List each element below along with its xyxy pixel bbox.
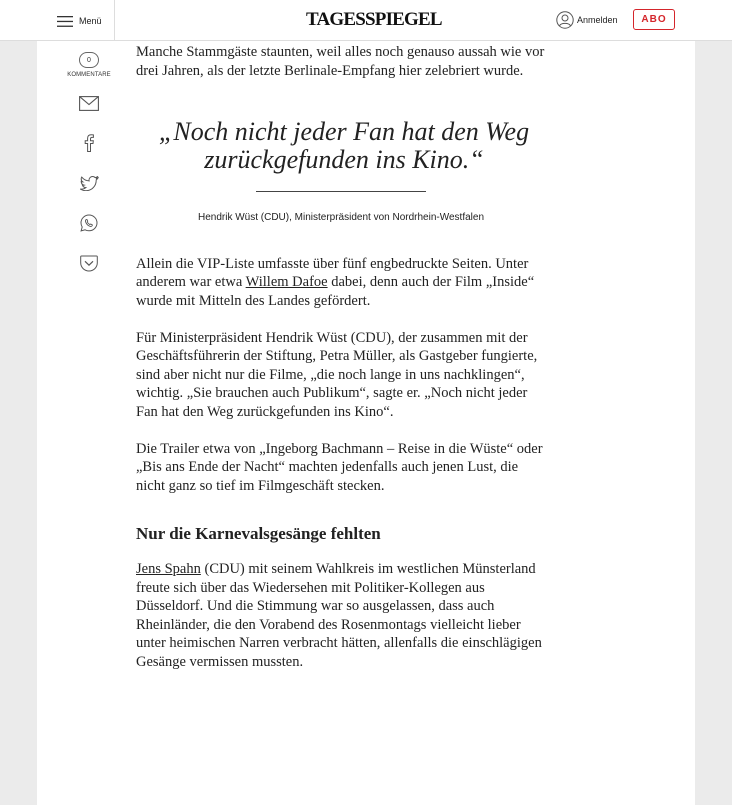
divider [114, 0, 115, 40]
willem-dafoe-link[interactable]: Willem Dafoe [245, 274, 328, 290]
whatsapp-share-icon[interactable] [78, 212, 100, 234]
email-share-icon[interactable] [78, 92, 100, 114]
paragraph-text: Allein die VIP-Liste umfasste über fünf engbedruckte Seiten. Unter anderem war etwa [136, 255, 529, 290]
top-bar [0, 0, 732, 41]
abo-button[interactable]: ABO [633, 9, 675, 30]
share-bar [66, 52, 112, 274]
hamburger-icon [57, 16, 73, 27]
article-body [136, 43, 546, 671]
comment-count: 0 [79, 52, 99, 68]
quote-text: „Noch nicht jeder Fan hat den Weg zurückgefunden ins Kino.“ [158, 117, 530, 174]
quote-source: Hendrik Wüst (CDU), Ministerpräsident von Nordrhein-Westfalen [197, 212, 485, 223]
facebook-share-icon[interactable] [78, 132, 100, 154]
paragraph: Für Ministerpräsident Hendrik Wüst (CDU), der zusammen mit der Geschäftsführerin der Stiftung, Petra Müller, als Gastgeber fungierte, sind aber nicht nur die Filme, „die noch lange in uns nachklingen“, wichtig. „Sie brauchen auch Publikum“, sagte er. „Noch nicht jeder Fan hat den Weg zurückgefunden ins Kino“. [136, 329, 538, 420]
quote-divider [256, 191, 426, 192]
paragraph [136, 560, 546, 671]
tagesspiegel-logo[interactable]: TAGESSPIEGEL [306, 9, 442, 30]
jens-spahn-link[interactable]: Jens Spahn [136, 561, 201, 577]
menu-button[interactable] [57, 13, 102, 29]
user-icon [556, 11, 574, 29]
twitter-share-icon[interactable] [78, 172, 100, 194]
pull-quote [136, 118, 546, 228]
login-label: Anmelden [577, 15, 618, 25]
paragraph-text: (CDU) mit seinem Wahlkreis im westlichen Münsterland freute sich über das Wiedersehen mit Politiker-Kollegen aus Düsseldorf. Und die Stimmung war so ausgelassen, dass auch Rheinländer, die den Vorabend des Rosenmontags vielleicht lieber unter heimischen Narren verbracht hätten, allenfalls die einschlägigen Gesänge vermissen mussten. [136, 561, 542, 670]
comments-label: KOMMENTARE [67, 72, 111, 78]
section-heading: Nur die Karnevalsgesänge fehlten [136, 524, 381, 543]
paragraph-text: dabei, denn auch der Film „Inside“ wurde mit Mitteln des Landes gefördert. [136, 274, 535, 309]
paragraph: Manche Stammgäste staunten, weil alles noch genauso aussah wie vor drei Jahren, als der letzte Berlinale-Empfang hier zelebriert wurde. [136, 44, 545, 79]
login-button[interactable] [556, 11, 618, 29]
menu-label: Menü [79, 16, 102, 26]
paragraph [136, 255, 546, 311]
pocket-save-icon[interactable] [78, 252, 100, 274]
comments-button[interactable] [67, 52, 111, 78]
paragraph: Die Trailer etwa von „Ingeborg Bachmann – Reise in die Wüste“ oder „Bis ans Ende der Nacht“ machten jedenfalls auch jenen Lust, die nicht ganz so tief im Filmgeschäft stecken. [136, 440, 543, 494]
